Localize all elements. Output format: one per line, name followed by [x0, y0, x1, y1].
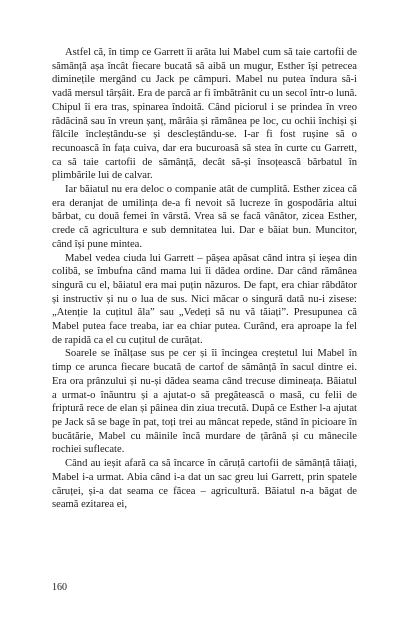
paragraph-1: Astfel că, în timp ce Garrett îi arăta lui Mabel cum să taie cartofii de sămânță așa încât fiecare bucată să aibă un mugur, Esther își petrecea diminețile mergând cu Jack pe câmpuri. Mabel nu putea îndura să-i vadă mersul târșâit. Era de parcă ar fi îmbătrânit cu un secol într-o lună. Chipul îi era tras, spinarea îndoită. Când piciorul i se prindea în vreo rădăcină sau în vreun șanț, mârâia și rămânea pe loc, cu ochii închiși și fălcile încleștându-se și descleștându-se. I-ar fi fost rușine să o recunoască în fața cuiva, dar era bucuroasă să stea în curte cu Garrett, ca să taie cartofii de sămânță, decât să-și însoțească bărbatul în plimbările lui de calvar. [52, 47, 357, 182]
paragraph-3: Mabel vedea ciuda lui Garrett – pășea apăsat când intra și ieșea din colibă, se îmbufna când mama lui îi dădea ordine. Dar când rămânea singură cu el, băiatul era mai puțin năzuros. De fapt, era chiar răbdător și instructiv și nu o lua de sus. Nici măcar o singură dată nu-i zisese: „Atenție la cuțitul ăla” sau „Vedeți să nu vă tăiați”. Presupunea că Mabel putea face treaba, iar ea chiar putea. Curând, era aproape la fel de rapidă ca el cu cuțitul de curățat. [52, 252, 357, 346]
paragraph-5: Când au ieșit afară ca să încarce în căruță cartofii de sămânță tăiați, Mabel i-a urmat. Abia când i-a dat un sac greu lui Garrett, prin spatele căruței, și-a dat seama ce făcea – agricultură. Băiatul n-a băgat de seamă ezitarea ei, [52, 458, 357, 511]
paragraph-2: Iar băiatul nu era deloc o companie atât de cumplită. Esther zicea că era deranjat de umilința de-a fi nevoit să lucreze în gospodăria altui bărbat, cu două femei în vârstă. Vrea să se facă vânător, zicea Esther, crede că agricultura e sub demnitatea lui. Dar e băiat bun. Muncitor, când își pune mintea. [52, 184, 357, 250]
page-number: 160 [52, 582, 67, 593]
paragraph-4: Soarele se înălțase sus pe cer și îi încingea creștetul lui Mabel în timp ce arunca fiecare bucată de cartof de sămânță în sacul dintre ei. Era ora prânzului și nu-și dădea seama când trecuse dimineața. Băiatul a urmat-o înăuntru și a ajutat-o să pregătească o masă, cu felii de friptură rece de elan și pâinea din ziua trecută. După ce Esther l-a ajutat pe Jack să se bage în pat, toți trei au mâncat repede, stând în picioare în bucătărie, Mabel cu mâinile încă murdare de țărână și cu mânecile rochiei suflecate. [52, 348, 357, 456]
